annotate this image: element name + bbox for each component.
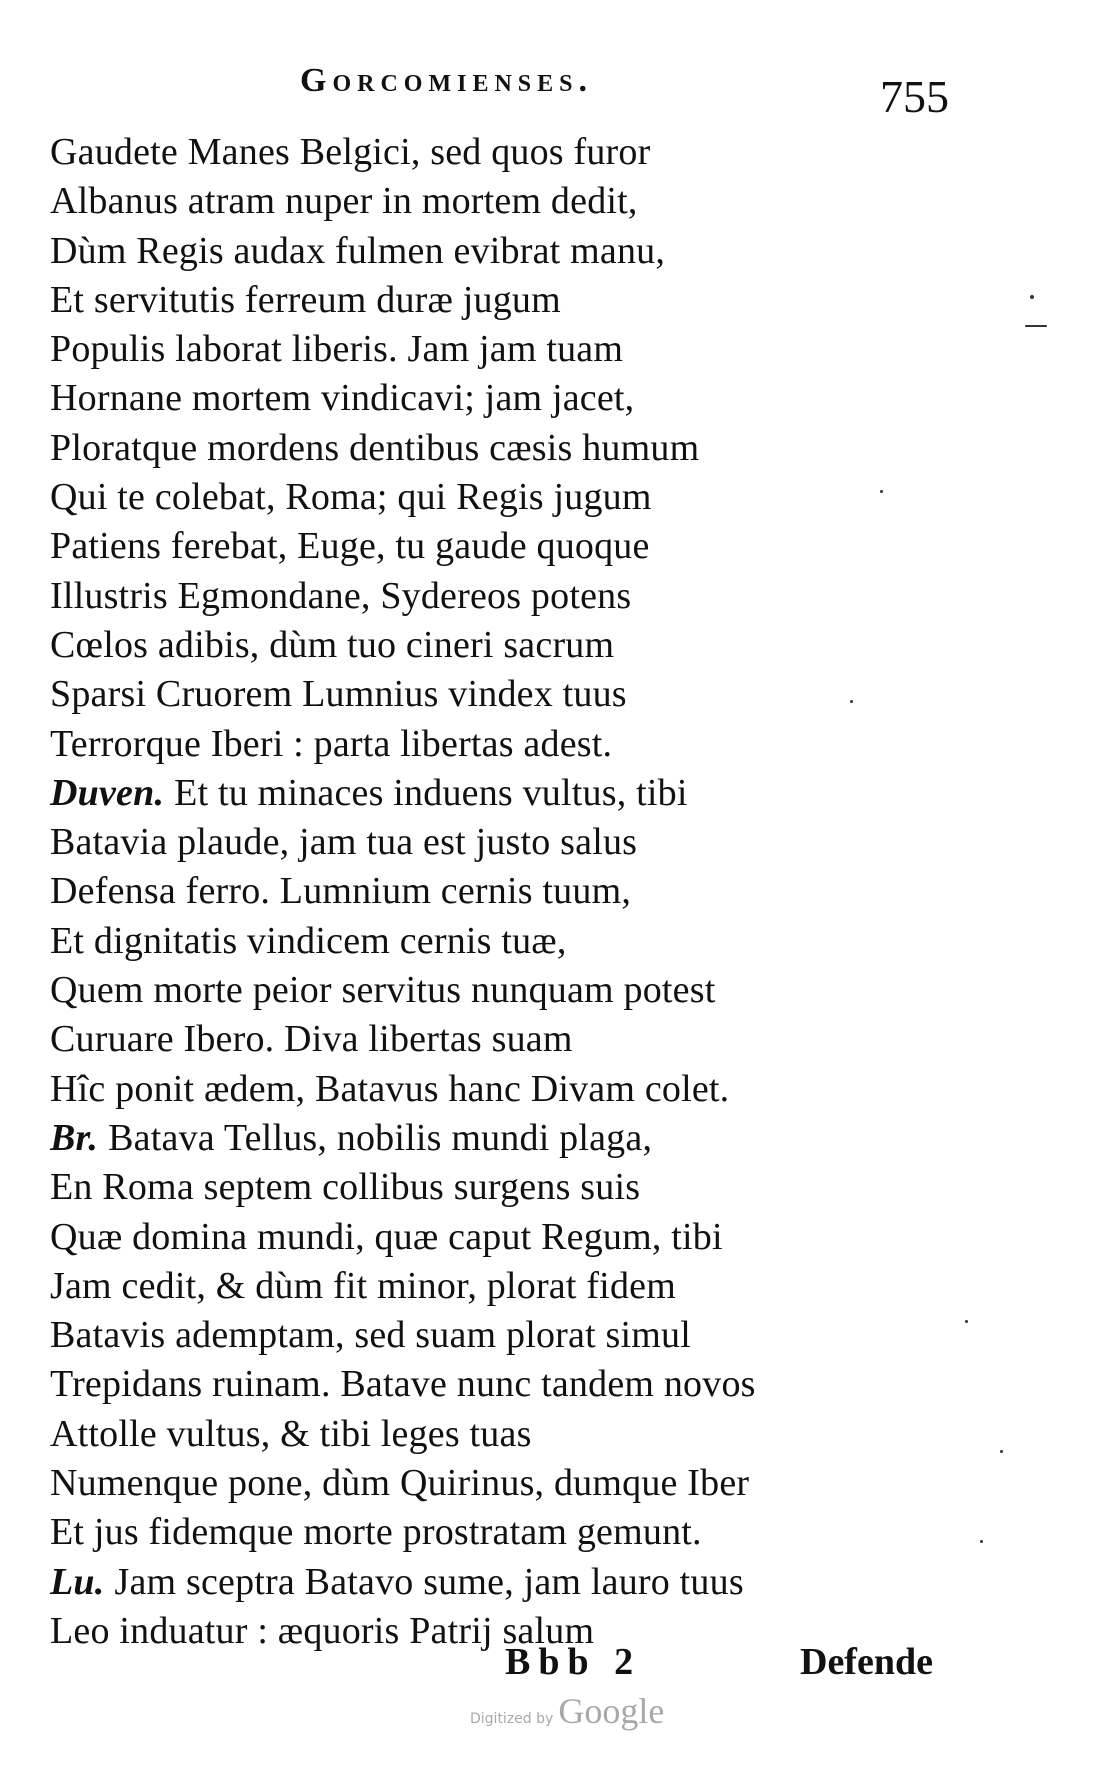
verse-text: Quem morte peior servitus nunquam potest [50, 969, 716, 1012]
verse-line [50, 374, 1010, 423]
verse-text: Et servitutis ferreum duræ jugum [50, 278, 561, 321]
verse-line [50, 128, 1010, 177]
digitized-label: Digitized by [470, 1711, 554, 1727]
speaker-label: Lu. [50, 1560, 105, 1603]
verse-text: Attolle vultus, & tibi leges tuas [50, 1412, 532, 1455]
verse-text: Jam sceptra Batavo sume, jam lauro tuus [114, 1560, 744, 1603]
verse-line [50, 276, 1010, 325]
verse-text: Terrorque Iberi : parta libertas adest. [50, 722, 613, 765]
verse-line [50, 720, 1010, 769]
verse-line [50, 1015, 1010, 1064]
verse-line [50, 227, 1010, 276]
verse-line [50, 1410, 1010, 1459]
verse-text: Trepidans ruinam. Batave nunc tandem novos [50, 1363, 756, 1406]
verse-line [50, 325, 1010, 374]
verse-line [50, 522, 1010, 571]
verse-line [50, 1262, 1010, 1311]
verse-text: Patiens ferebat, Euge, tu gaude quoque [50, 525, 650, 568]
verse-text: Defensa ferro. Lumnium cernis tuum, [50, 870, 632, 913]
catchword: Defende [800, 1641, 933, 1683]
google-watermark [470, 1690, 664, 1732]
speaker-label: Br. [50, 1116, 99, 1159]
verse-text: Et jus fidemque morte prostratam gemunt. [50, 1511, 702, 1554]
verse-text: Curuare Ibero. Diva libertas suam [50, 1018, 573, 1061]
verse-line [50, 621, 1010, 670]
verse-line [50, 769, 1010, 818]
verse-text: Qui te colebat, Roma; qui Regis jugum [50, 476, 652, 519]
verse-line [50, 1508, 1010, 1557]
verse-text: Quæ domina mundi, quæ caput Regum, tibi [50, 1215, 723, 1258]
verse-text: En Roma septem collibus surgens suis [50, 1166, 641, 1209]
verse-text: Leo induatur : æquoris Patrij salum [50, 1609, 595, 1652]
verse-text: Et tu minaces induens vultus, tibi [174, 771, 688, 814]
verse-text: Hornane mortem vindicavi; jam jacet, [50, 377, 635, 420]
page-number: 755 [880, 71, 949, 122]
verse-line [50, 473, 1010, 522]
speaker-label: Duven. [50, 771, 165, 814]
verse-line [50, 1213, 1010, 1262]
verse-text: Albanus atram nuper in mortem dedit, [50, 180, 638, 223]
verse-line [50, 424, 1010, 473]
verse-line [50, 1558, 1010, 1607]
verse-line [50, 177, 1010, 226]
running-head: Gorcomienses. [300, 62, 593, 99]
signature-mark: Bbb 2 [505, 1641, 642, 1683]
verse-text: Batavia plaude, jam tua est justo salus [50, 821, 638, 864]
verse-text: Hîc ponit ædem, Batavus hanc Divam colet. [50, 1067, 730, 1110]
verse-text: Populis laborat liberis. Jam jam tuam [50, 328, 624, 371]
verse-line [50, 572, 1010, 621]
verse-line [50, 670, 1010, 719]
verse-line [50, 1360, 1010, 1409]
verse-line [50, 867, 1010, 916]
verse-line [50, 1459, 1010, 1508]
verse-line [50, 917, 1010, 966]
verse-text: Dùm Regis audax fulmen evibrat manu, [50, 229, 666, 272]
verse-text: Batavis ademptam, sed suam plorat simul [50, 1314, 692, 1357]
verse-line [50, 966, 1010, 1015]
verse-text: Ploratque mordens dentibus cæsis humum [50, 426, 700, 469]
verse-text: Batava Tellus, nobilis mundi plaga, [108, 1116, 653, 1159]
verse-line [50, 1065, 1010, 1114]
verse-text: Sparsi Cruorem Lumnius vindex tuus [50, 673, 627, 716]
verse-line [50, 1114, 1010, 1163]
verse-text: Numenque pone, dùm Quirinus, dumque Iber [50, 1462, 750, 1505]
verse-text: Et dignitatis vindicem cernis tuæ, [50, 919, 567, 962]
verse-text: Cœlos adibis, dùm tuo cineri sacrum [50, 623, 615, 666]
verse-block [50, 128, 1010, 1656]
verse-text: Illustris Egmondane, Sydereos potens [50, 574, 632, 617]
verse-text: Gaudete Manes Belgici, sed quos furor [50, 131, 651, 173]
verse-line [50, 818, 1010, 867]
google-logo-text: Google [558, 1691, 665, 1731]
verse-line [50, 1311, 1010, 1360]
verse-line [50, 1163, 1010, 1212]
verse-text: Jam cedit, & dùm fit minor, plorat fidem [50, 1264, 676, 1307]
